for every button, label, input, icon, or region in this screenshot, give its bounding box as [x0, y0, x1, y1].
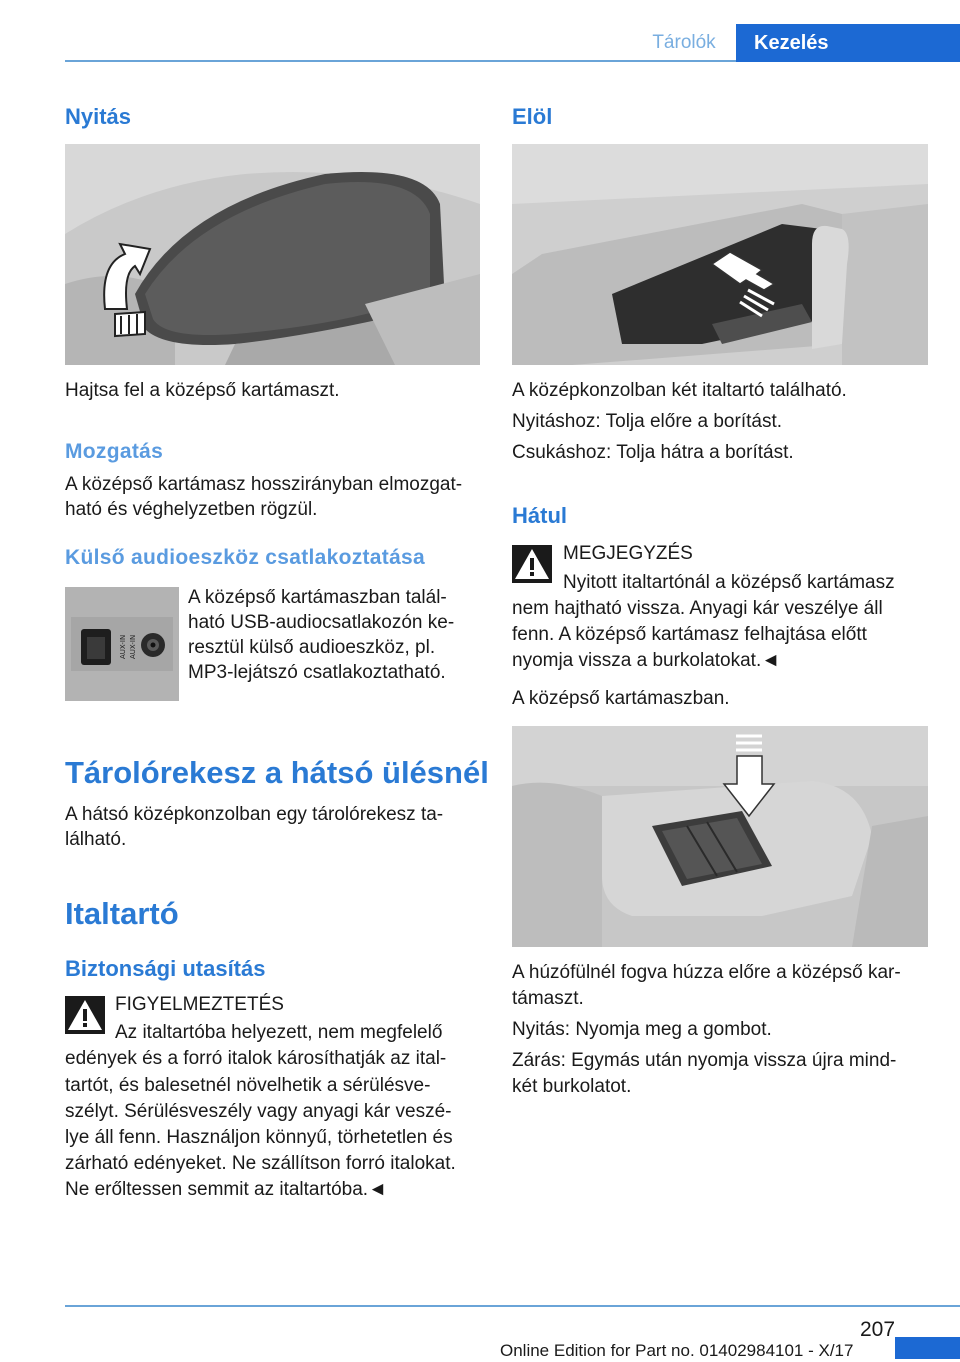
footer-accent-bar — [895, 1337, 960, 1359]
text-zaras-2: két burkolatot. — [512, 1076, 632, 1097]
armrest-open-image — [65, 144, 480, 365]
front-cupholder-image — [512, 144, 928, 365]
note-line-3: fenn. A középső kartámasz felhajtása előtt — [512, 624, 867, 645]
footer-rule — [65, 1305, 960, 1307]
text-kulso-4: MP3-lejátszó csatlakoztatható. — [188, 662, 446, 683]
text-kozepso: A középső kartámaszban. — [512, 688, 730, 709]
text-huzo-2: támaszt. — [512, 988, 584, 1009]
warning-line-7: Ne erőltessen semmit az italtartóba.◄ — [65, 1179, 387, 1200]
heading-tarolorekesz: Tárolórekesz a hátsó ülésnél — [65, 755, 489, 790]
text-mozgatas-2: ható és véghelyzetben rögzül. — [65, 499, 318, 520]
text-nyitas: Nyitás: Nyomja meg a gombot. — [512, 1019, 772, 1040]
note-line-2: nem hajtható vissza. Anyagi kár veszélye áll — [512, 598, 883, 619]
text-mozgatas-1: A középső kartámasz hosszirányban elmozgat‐ — [65, 474, 463, 495]
warning-triangle-icon — [65, 996, 105, 1030]
rear-cupholder-image — [512, 726, 928, 947]
text-huzo-1: A húzófülnél fogva húzza előre a középső kar‐ — [512, 962, 901, 983]
warning-line-5: lye áll fenn. Használjon könnyű, törhetetlen és — [65, 1127, 453, 1148]
warning-title: FIGYELMEZTETÉS — [115, 994, 284, 1015]
aux-label-1: AUX-IN — [119, 634, 127, 659]
note-title: MEGJEGYZÉS — [563, 543, 693, 564]
note-line-1: Nyitott italtartónál a középső kartámasz — [563, 572, 895, 593]
heading-mozgatas: Mozgatás — [65, 440, 164, 463]
heading-biztonsagi: Biztonsági utasítás — [65, 956, 266, 981]
heading-hatul: Hátul — [512, 503, 567, 528]
usb-aux-image — [65, 587, 179, 701]
warning-line-3: tartót, és balesetnél növelhetik a sérülésve‐ — [65, 1075, 431, 1096]
page-number: 207 — [860, 1318, 896, 1341]
text-taro-2: lálható. — [65, 829, 127, 850]
warning-line-2: edények és a forró italok károsíthatják az ital‐ — [65, 1048, 447, 1069]
note-triangle-icon — [512, 545, 552, 579]
heading-italtarto: Italtartó — [65, 896, 179, 931]
text-kulso-1: A középső kartámaszban talál‐ — [188, 587, 447, 608]
text-elol-2: Nyitáshoz: Tolja előre a borítást. — [512, 411, 783, 432]
tab-kezeles[interactable]: Kezelés — [736, 24, 960, 62]
text-zaras-1: Zárás: Egymás után nyomja vissza újra mind‐ — [512, 1050, 897, 1071]
warning-line-1: Az italtartóba helyezett, nem megfelelő — [115, 1022, 443, 1043]
text-taro-1: A hátsó középkonzolban egy tárolórekesz ta‐ — [65, 804, 444, 825]
heading-elol: Elöl — [512, 104, 553, 129]
aux-label-2: AUX-IN — [129, 634, 137, 659]
text-elol-1: A középkonzolban két italtartó található. — [512, 380, 847, 401]
edition-text: Online Edition for Part no. 01402984101 - X/17 — [500, 1341, 854, 1360]
heading-kulso-audio: Külső audioeszköz csatlakoztatása — [65, 546, 426, 569]
text-kulso-2: ható USB-audiocsatlakozón ke‐ — [188, 612, 455, 633]
note-line-4: nyomja vissza a burkolatokat.◄ — [512, 650, 781, 671]
heading-nyitas: Nyitás — [65, 104, 132, 129]
text-elol-3: Csukáshoz: Tolja hátra a borítást. — [512, 442, 794, 463]
warning-line-4: szélyt. Sérülésveszély vagy anyagi kár veszé‐ — [65, 1101, 452, 1122]
warning-line-6: zárható edényeket. Ne szállítson forró italokat. — [65, 1153, 456, 1174]
text-hajtsa: Hajtsa fel a középső kartámaszt. — [65, 380, 340, 401]
tab-tarolok[interactable]: Tárolók — [634, 24, 734, 60]
text-kulso-3: resztül külső audioeszköz, pl. — [188, 637, 436, 658]
